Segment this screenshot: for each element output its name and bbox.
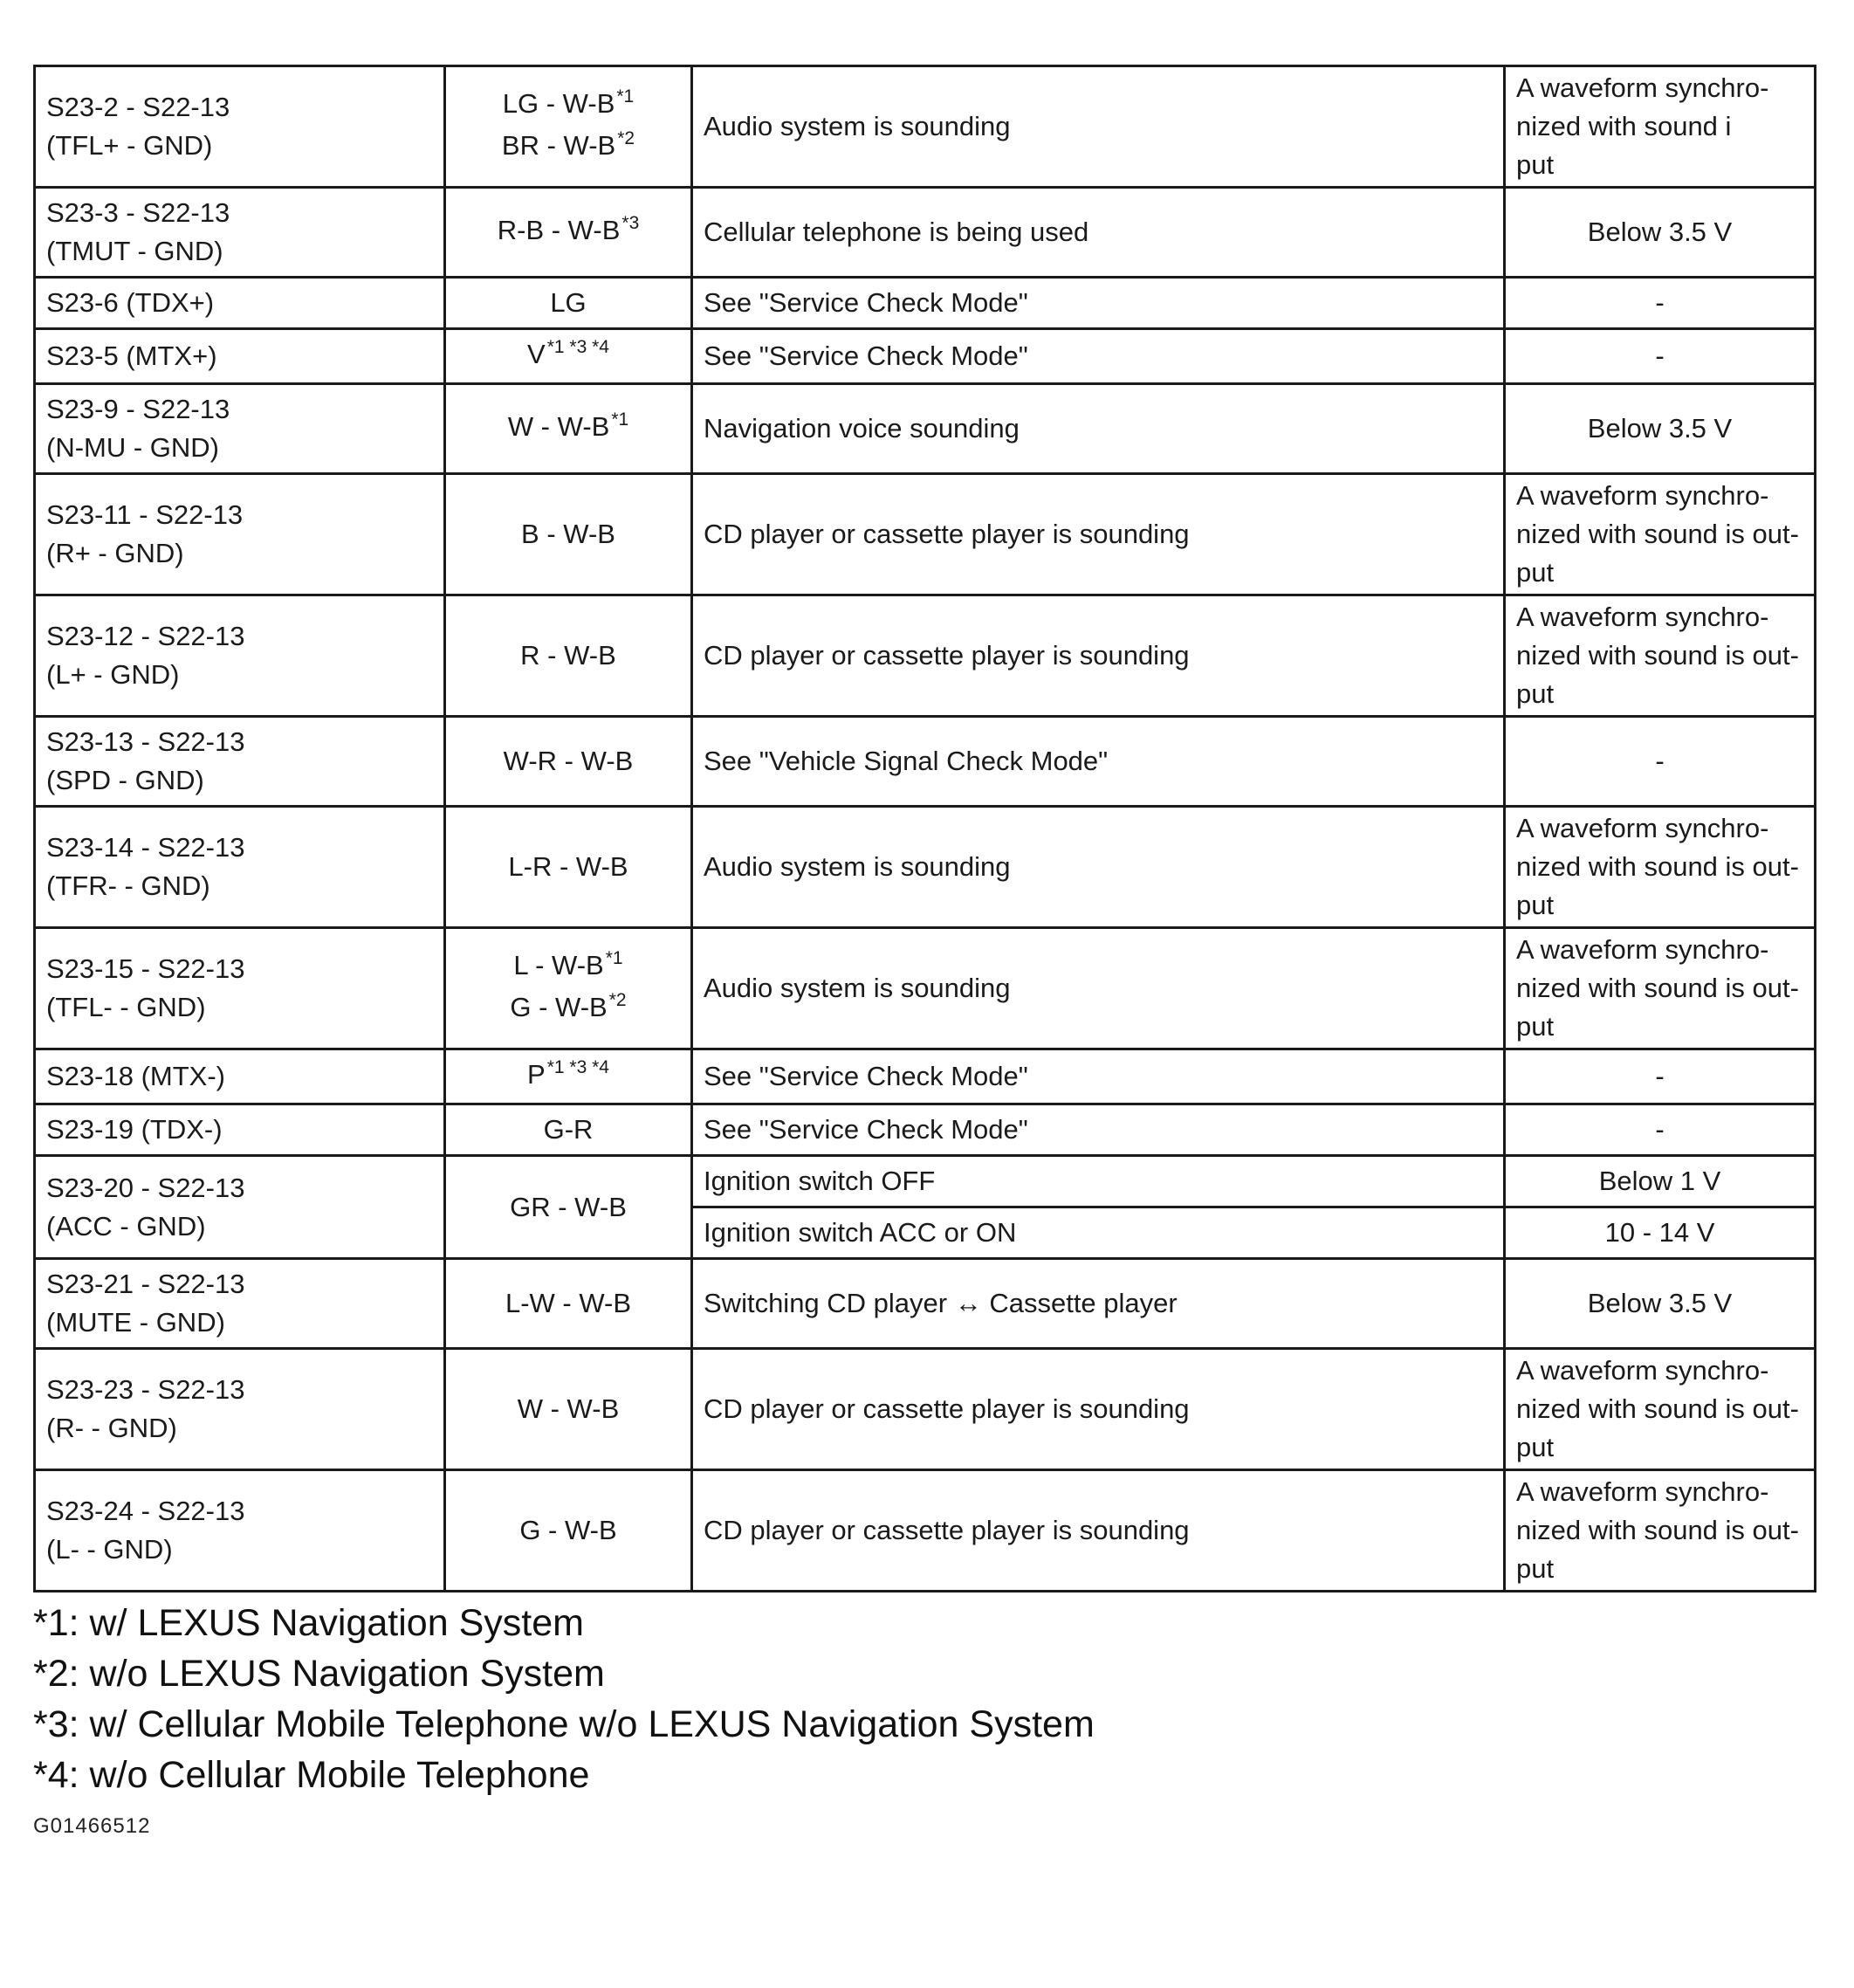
wire-color-cell xyxy=(445,278,692,329)
specified-condition-cell xyxy=(1505,1156,1816,1207)
terminal-text: (R+ - GND) xyxy=(46,538,184,568)
table-row xyxy=(35,1470,1816,1592)
specified-condition-text: put xyxy=(1516,1011,1555,1042)
specified-condition-text: Below 3.5 V xyxy=(1587,217,1733,247)
terminal-text: S23-3 - S22-13 xyxy=(46,197,230,228)
wire-color-text: L-W - W-B xyxy=(505,1288,632,1318)
wire-color xyxy=(457,1390,680,1428)
wire-color xyxy=(457,127,680,169)
wire-color xyxy=(457,1111,680,1149)
specified-condition-text: A waveform synchro- xyxy=(1516,602,1769,632)
wire-color xyxy=(457,1284,680,1323)
condition-cell: CD player or cassette player is sounding xyxy=(692,595,1505,717)
specified-condition-text: nized with sound i xyxy=(1516,111,1732,141)
specified-condition-text: put xyxy=(1516,557,1555,588)
specified-condition-cell xyxy=(1505,595,1816,717)
specified-condition-text: - xyxy=(1655,746,1665,776)
terminal-text: S23-14 - S22-13 xyxy=(46,832,245,863)
specified-condition-text: 10 - 14 V xyxy=(1604,1217,1715,1248)
specified-condition-text: put xyxy=(1516,890,1555,920)
specified-condition-cell xyxy=(1505,1104,1816,1156)
wire-color-cell xyxy=(445,595,692,717)
wire-color-cell xyxy=(445,807,692,928)
wire-color xyxy=(457,85,680,127)
terminal-text: (TFL- - GND) xyxy=(46,992,206,1022)
wire-color-text: B - W-B xyxy=(521,519,615,549)
specified-condition-text: nized with sound is out- xyxy=(1516,1515,1799,1545)
specified-condition-text: nized with sound is out- xyxy=(1516,519,1799,549)
condition-cell: CD player or cassette player is sounding xyxy=(692,474,1505,595)
specified-condition-cell xyxy=(1505,1259,1816,1349)
wire-color xyxy=(457,1188,680,1227)
terminal-text: S23-15 - S22-13 xyxy=(46,953,245,984)
condition-cell: Switching CD player ↔ Cassette player xyxy=(692,1259,1505,1349)
wire-color-text: V xyxy=(527,339,546,369)
specified-condition-cell xyxy=(1505,1049,1816,1104)
footnote-marker: *2 xyxy=(617,128,635,148)
table-row xyxy=(35,807,1816,928)
footnote-marker: *1 xyxy=(605,948,623,968)
wire-color-text: L - W-B xyxy=(513,950,604,980)
footnote-marker: *1 *3 *4 xyxy=(546,337,609,357)
wire-color-cell xyxy=(445,1349,692,1470)
specified-condition-text: nized with sound is out- xyxy=(1516,851,1799,882)
table-body xyxy=(35,66,1816,1592)
terminal-cell xyxy=(35,807,445,928)
condition-cell: Audio system is sounding xyxy=(692,928,1505,1049)
specified-condition-text: nized with sound is out- xyxy=(1516,1393,1799,1424)
wire-color xyxy=(457,211,680,253)
table-row xyxy=(35,1349,1816,1470)
wire-color-text: W - W-B xyxy=(507,411,610,442)
wire-color xyxy=(457,988,680,1030)
specified-condition-text: put xyxy=(1516,1432,1555,1462)
wire-color xyxy=(457,515,680,554)
terminal-text: S23-6 (TDX+) xyxy=(46,287,215,318)
specified-condition-text: nized with sound is out- xyxy=(1516,640,1799,671)
wire-color-cell xyxy=(445,928,692,1049)
terminal-text: S23-5 (MTX+) xyxy=(46,341,217,371)
footnote-marker: *1 xyxy=(611,409,629,430)
wire-color xyxy=(457,335,680,377)
terminal-cell xyxy=(35,329,445,384)
footnote: *4: w/o Cellular Mobile Telephone xyxy=(33,1754,590,1796)
wire-color-cell xyxy=(445,66,692,188)
wire-color xyxy=(457,636,680,675)
wire-color-text: LG - W-B xyxy=(502,88,615,119)
wire-color xyxy=(457,408,680,450)
wire-color xyxy=(457,848,680,886)
specified-condition-text: A waveform synchro- xyxy=(1516,1355,1769,1386)
footnote: *1: w/ LEXUS Navigation System xyxy=(33,1602,584,1644)
specified-condition-text: A waveform synchro- xyxy=(1516,72,1769,103)
table-row xyxy=(35,717,1816,807)
terminal-text: S23-9 - S22-13 xyxy=(46,394,230,424)
footnote-marker: *3 xyxy=(621,213,640,233)
terminal-text: (TMUT - GND) xyxy=(46,236,223,266)
terminal-text: S23-18 (MTX-) xyxy=(46,1061,225,1091)
wire-color-cell xyxy=(445,1156,692,1259)
table-row xyxy=(35,66,1816,188)
specified-condition-text: A waveform synchro- xyxy=(1516,934,1769,965)
terminal-text: S23-23 - S22-13 xyxy=(46,1374,245,1405)
wire-color-text: L-R - W-B xyxy=(508,851,628,882)
specified-condition-cell xyxy=(1505,329,1816,384)
terminal-text: S23-20 - S22-13 xyxy=(46,1172,245,1203)
terminal-spec-table xyxy=(33,65,1816,1592)
terminal-text: (L+ - GND) xyxy=(46,659,180,690)
specified-condition-cell xyxy=(1505,474,1816,595)
wire-color-text: G - W-B xyxy=(510,992,608,1022)
wire-color-text: P xyxy=(527,1059,546,1090)
specified-condition-text: A waveform synchro- xyxy=(1516,1476,1769,1507)
terminal-text: (L- - GND) xyxy=(46,1534,173,1565)
wire-color-text: R-B - W-B xyxy=(497,215,621,245)
specified-condition-cell xyxy=(1505,807,1816,928)
wire-color-text: GR - W-B xyxy=(510,1191,627,1222)
terminal-text: S23-11 - S22-13 xyxy=(46,499,244,530)
wire-color-cell xyxy=(445,1259,692,1349)
wire-color-cell xyxy=(445,329,692,384)
wire-color-cell xyxy=(445,188,692,278)
wire-color-cell xyxy=(445,1049,692,1104)
terminal-text: (TFR- - GND) xyxy=(46,870,210,901)
wire-color-cell xyxy=(445,474,692,595)
specified-condition-cell xyxy=(1505,384,1816,474)
condition-cell: Audio system is sounding xyxy=(692,807,1505,928)
terminal-text: (R- - GND) xyxy=(46,1413,177,1443)
terminal-cell xyxy=(35,1259,445,1349)
table-row xyxy=(35,474,1816,595)
terminal-text: S23-2 - S22-13 xyxy=(46,92,230,122)
terminal-cell xyxy=(35,1049,445,1104)
terminal-text: S23-24 - S22-13 xyxy=(46,1496,245,1526)
wire-color-cell xyxy=(445,1470,692,1592)
terminal-cell xyxy=(35,595,445,717)
table-row xyxy=(35,928,1816,1049)
condition-cell: Ignition switch OFF xyxy=(692,1156,1505,1207)
condition-cell: See "Vehicle Signal Check Mode" xyxy=(692,717,1505,807)
condition-cell: See "Service Check Mode" xyxy=(692,278,1505,329)
terminal-text: S23-13 - S22-13 xyxy=(46,726,245,757)
terminal-cell xyxy=(35,278,445,329)
condition-cell: Ignition switch ACC or ON xyxy=(692,1207,1505,1259)
specified-condition-text: put xyxy=(1516,678,1555,709)
specified-condition-text: A waveform synchro- xyxy=(1516,813,1769,843)
condition-cell: CD player or cassette player is sounding xyxy=(692,1349,1505,1470)
specified-condition-text: Below 1 V xyxy=(1598,1166,1721,1196)
document xyxy=(33,65,1814,1839)
wire-color xyxy=(457,1056,680,1097)
specified-condition-cell xyxy=(1505,66,1816,188)
wire-color-cell xyxy=(445,717,692,807)
table-row xyxy=(35,595,1816,717)
wire-color-cell xyxy=(445,1104,692,1156)
table-row xyxy=(35,1104,1816,1156)
table-row xyxy=(35,1259,1816,1349)
specified-condition-text: - xyxy=(1655,1061,1665,1091)
specified-condition-cell xyxy=(1505,717,1816,807)
terminal-cell xyxy=(35,384,445,474)
wire-color xyxy=(457,284,680,322)
specified-condition-text: nized with sound is out- xyxy=(1516,973,1799,1003)
wire-color-text: W-R - W-B xyxy=(503,746,634,776)
specified-condition-text: - xyxy=(1655,1114,1665,1145)
table-row xyxy=(35,1049,1816,1104)
wire-color-text: LG xyxy=(550,287,587,318)
footnote-marker: *1 *3 *4 xyxy=(546,1057,609,1077)
condition-cell: Navigation voice sounding xyxy=(692,384,1505,474)
wire-color xyxy=(457,742,680,781)
terminal-text: S23-19 (TDX-) xyxy=(46,1114,223,1145)
terminal-text: S23-12 - S22-13 xyxy=(46,621,245,651)
terminal-cell xyxy=(35,928,445,1049)
wire-color xyxy=(457,1511,680,1550)
terminal-text: (N-MU - GND) xyxy=(46,432,220,463)
footnote-marker: *1 xyxy=(616,86,635,107)
table-row xyxy=(35,384,1816,474)
specified-condition-cell xyxy=(1505,1470,1816,1592)
condition-cell: See "Service Check Mode" xyxy=(692,329,1505,384)
specified-condition-text: Below 3.5 V xyxy=(1587,413,1733,444)
terminal-cell xyxy=(35,717,445,807)
terminal-text: (SPD - GND) xyxy=(46,765,204,795)
table-row xyxy=(35,329,1816,384)
terminal-text: (MUTE - GND) xyxy=(46,1307,225,1338)
wire-color-cell xyxy=(445,384,692,474)
condition-cell: See "Service Check Mode" xyxy=(692,1104,1505,1156)
terminal-cell xyxy=(35,188,445,278)
specified-condition-cell xyxy=(1505,278,1816,329)
condition-cell: CD player or cassette player is sounding xyxy=(692,1470,1505,1592)
specified-condition-text: put xyxy=(1516,149,1555,180)
specified-condition-cell xyxy=(1505,928,1816,1049)
specified-condition-cell xyxy=(1505,1349,1816,1470)
footnote-marker: *2 xyxy=(608,990,627,1010)
specified-condition-text: Below 3.5 V xyxy=(1587,1288,1733,1318)
terminal-cell xyxy=(35,1104,445,1156)
specified-condition-text: - xyxy=(1655,287,1665,318)
specified-condition-cell xyxy=(1505,1207,1816,1259)
terminal-text: S23-21 - S22-13 xyxy=(46,1269,245,1299)
footnotes xyxy=(33,1598,1814,1800)
condition-cell: Audio system is sounding xyxy=(692,66,1505,188)
wire-color xyxy=(457,946,680,988)
condition-cell: See "Service Check Mode" xyxy=(692,1049,1505,1104)
footnote: *3: w/ Cellular Mobile Telephone w/o LEXUS Navigation System xyxy=(33,1703,1095,1745)
terminal-cell xyxy=(35,1470,445,1592)
terminal-cell xyxy=(35,1349,445,1470)
specified-condition-text: put xyxy=(1516,1553,1555,1584)
terminal-cell xyxy=(35,1156,445,1259)
specified-condition-cell xyxy=(1505,188,1816,278)
terminal-cell xyxy=(35,474,445,595)
wire-color-text: G-R xyxy=(543,1114,594,1145)
condition-cell: Cellular telephone is being used xyxy=(692,188,1505,278)
table-row xyxy=(35,188,1816,278)
wire-color-text: W - W-B xyxy=(517,1393,620,1424)
figure-id: G01466512 xyxy=(33,1814,151,1838)
table-row xyxy=(35,1156,1816,1207)
terminal-cell xyxy=(35,66,445,188)
wire-color-text: G - W-B xyxy=(519,1515,617,1545)
terminal-text: (TFL+ - GND) xyxy=(46,130,213,161)
footnote: *2: w/o LEXUS Navigation System xyxy=(33,1653,605,1695)
table-row xyxy=(35,278,1816,329)
terminal-text: (ACC - GND) xyxy=(46,1210,206,1242)
specified-condition-text: - xyxy=(1655,341,1665,371)
specified-condition-text: A waveform synchro- xyxy=(1516,480,1769,511)
wire-color-text: R - W-B xyxy=(520,640,616,671)
wire-color-text: BR - W-B xyxy=(501,130,616,161)
